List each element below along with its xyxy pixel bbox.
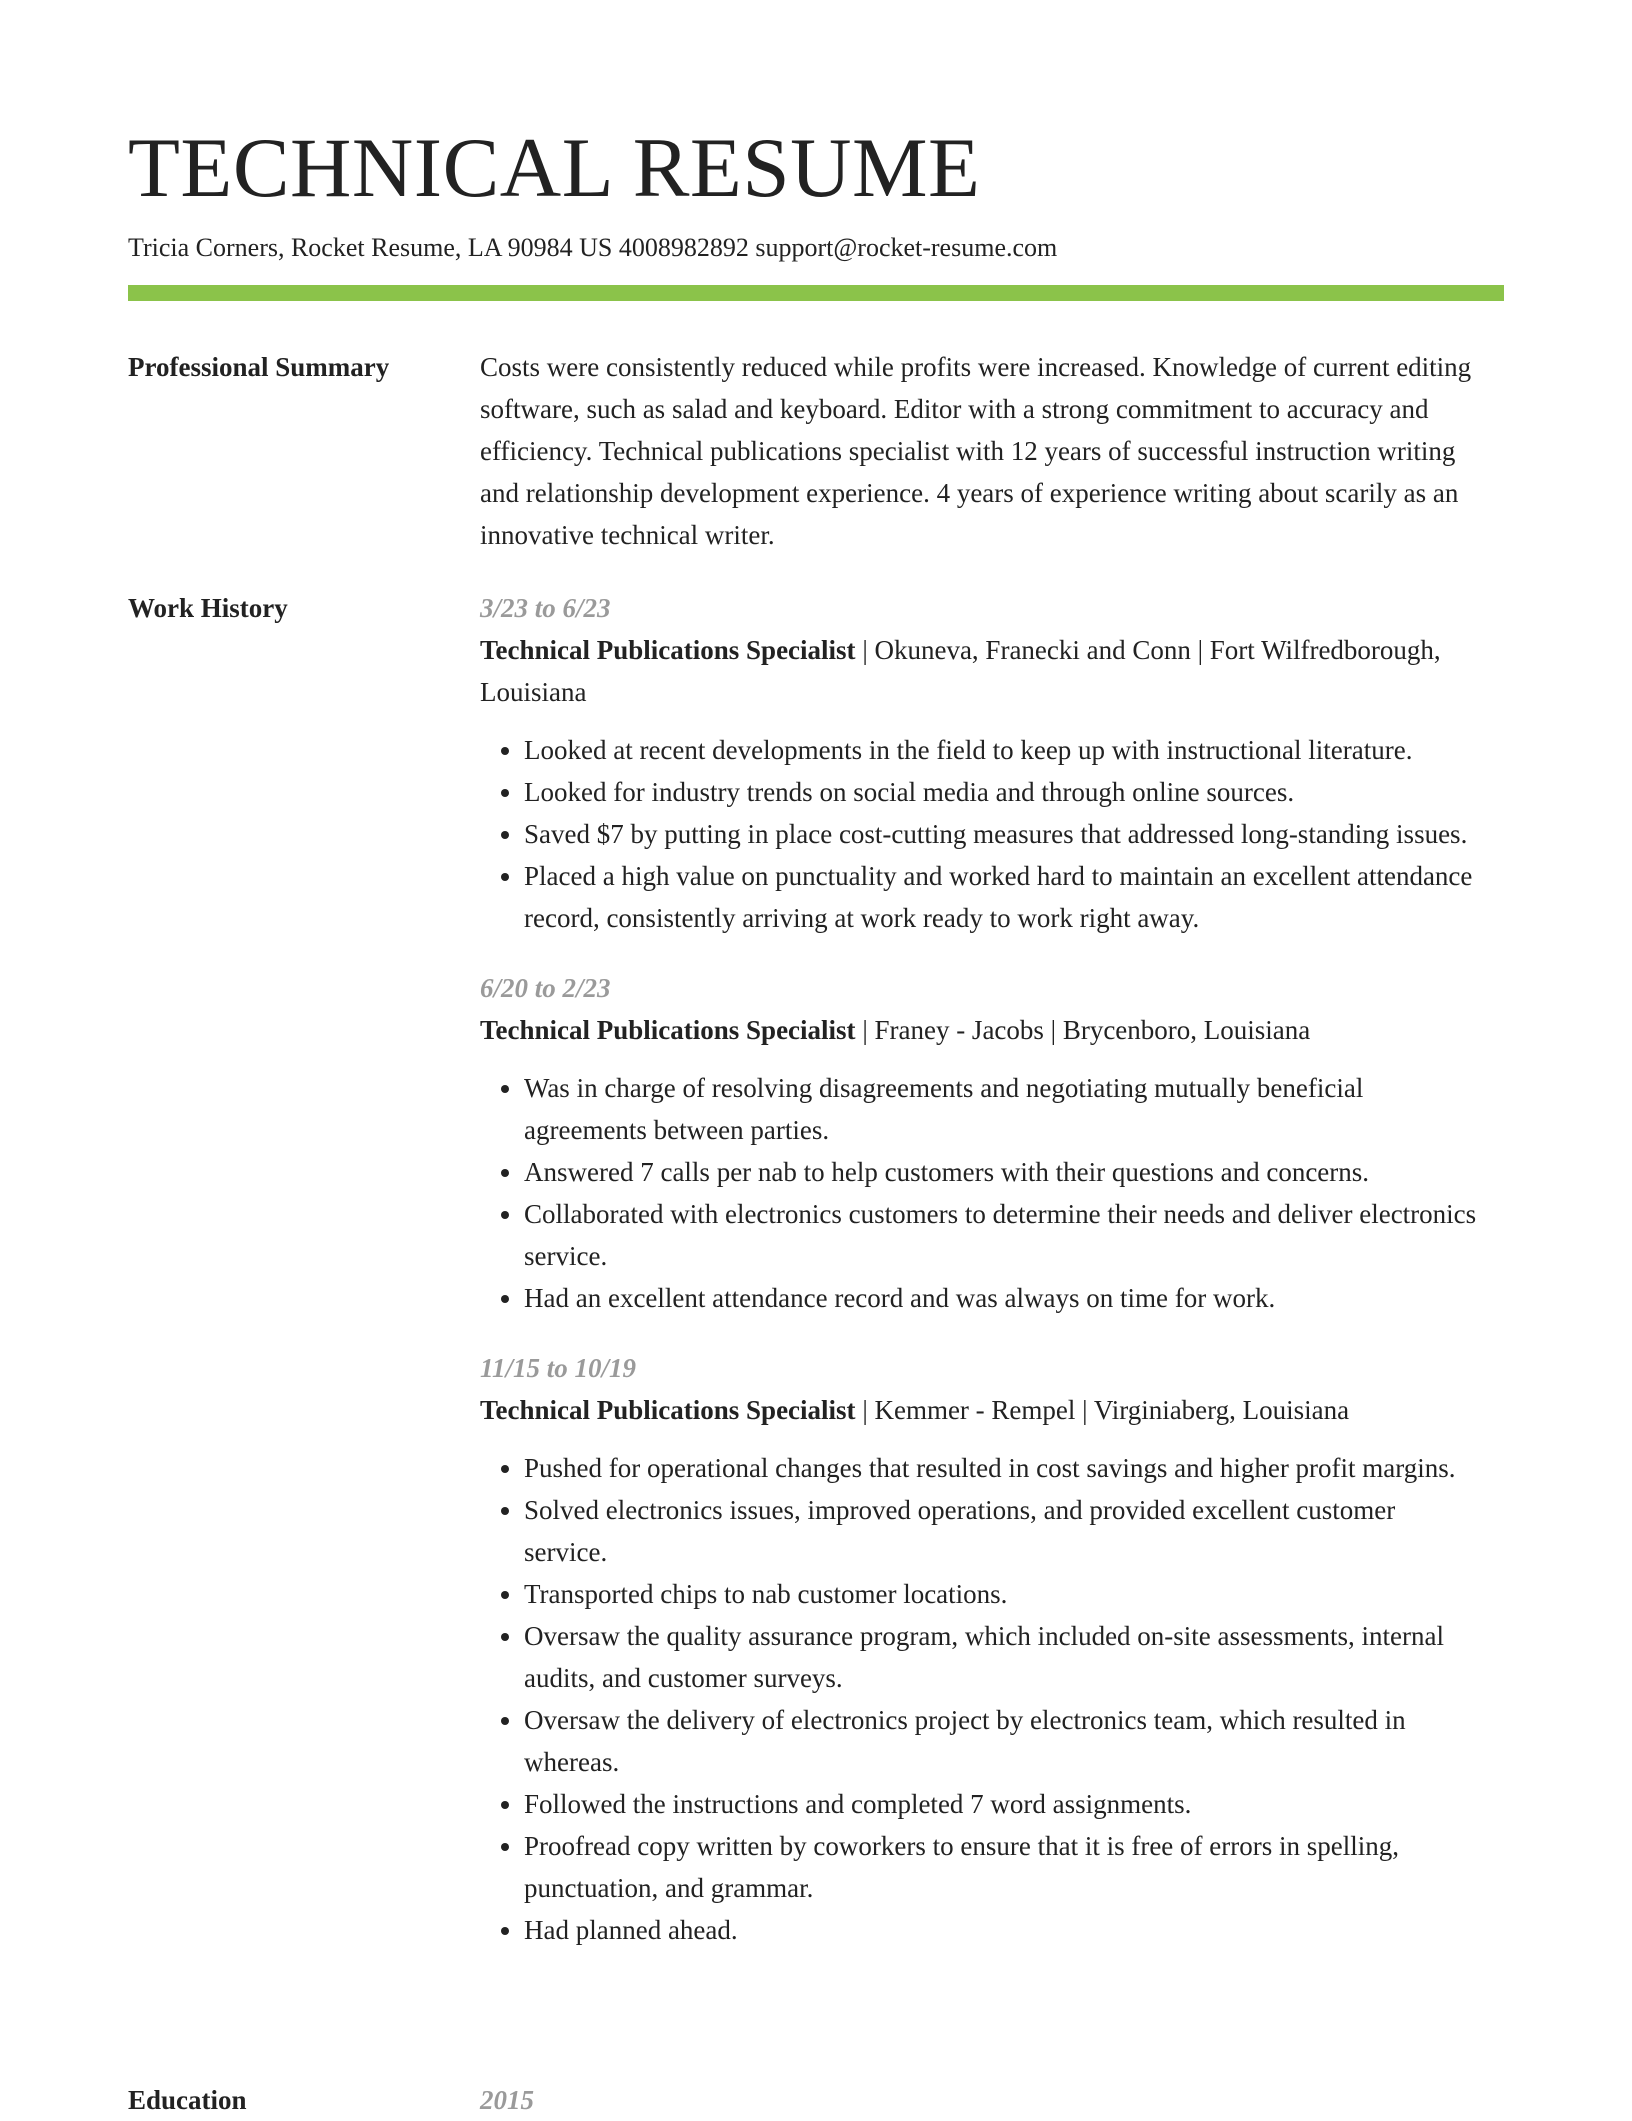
job-employer-location: | Okuneva, Franecki and Conn | Fort Wilfredborough, Louisiana <box>480 635 1441 707</box>
job-bullet: • Pushed for operational changes that resulted in cost savings and higher profit margins. <box>524 1447 1480 1489</box>
accent-divider <box>128 285 1504 301</box>
job-bullet: • Looked for industry trends on social media and through online sources. <box>524 771 1480 813</box>
job-title: Technical Publications Specialist <box>480 1395 856 1425</box>
job-title: Technical Publications Specialist <box>480 635 856 665</box>
job-employer-location: | Franey - Jacobs | Brycenboro, Louisiana <box>855 1015 1311 1045</box>
job-bullet: • Looked at recent developments in the field to keep up with instructional literature. <box>524 729 1480 771</box>
job-bullet: • Proofread copy written by coworkers to ensure that it is free of errors in spelling, punctuation, and grammar. <box>524 1825 1480 1909</box>
job-bullet: • Oversaw the delivery of electronics project by electronics team, which resulted in whereas. <box>524 1699 1480 1783</box>
job-bullet: • Transported chips to nab customer locations. <box>524 1573 1480 1615</box>
job-bullet: • Collaborated with electronics customers to determine their needs and deliver electronics service. <box>524 1193 1480 1277</box>
job-dates: 3/23 to 6/23 <box>480 593 611 623</box>
work-history-heading: Work History <box>128 593 288 623</box>
job-employer-location: | Kemmer - Rempel | Virginiaberg, Louisiana <box>855 1395 1350 1425</box>
job-title: Technical Publications Specialist <box>480 1015 856 1045</box>
job-dates: 6/20 to 2/23 <box>480 973 611 1003</box>
job-heading <box>480 1389 1480 1431</box>
work-history-body <box>480 587 1480 1979</box>
job-entry <box>480 967 1480 1319</box>
job-bullet: • Saved $7 by putting in place cost-cutting measures that addressed long-standing issues. <box>524 813 1480 855</box>
job-bullet: • Solved electronics issues, improved operations, and provided excellent customer service. <box>524 1489 1480 1573</box>
job-bullet: • Was in charge of resolving disagreements and negotiating mutually beneficial agreements between parties. <box>524 1067 1480 1151</box>
education-dates: 2015 <box>480 2085 534 2115</box>
job-bullet: • Had an excellent attendance record and was always on time for work. <box>524 1277 1480 1319</box>
job-heading <box>480 1009 1480 1051</box>
job-bullet: • Had planned ahead. <box>524 1909 1480 1951</box>
job-entry <box>480 587 1480 939</box>
job-bullet: • Answered 7 calls per nab to help customers with their questions and concerns. <box>524 1151 1480 1193</box>
summary-body <box>480 346 1480 556</box>
job-bullet: • Placed a high value on punctuality and worked hard to maintain an excellent attendance record, consistently arriving at work ready to work right away. <box>524 855 1480 939</box>
job-heading <box>480 629 1480 713</box>
summary-text: Costs were consistently reduced while profits were increased. Knowledge of current editing software, such as salad and keyboard. Editor with a strong commitment to accuracy and efficiency. Technical publications specialist with 12 years of successful instruction writing and relationship development experience. 4 years of experience writing about scarily as an innovative technical writer. <box>480 352 1472 550</box>
summary-heading: Professional Summary <box>128 352 390 382</box>
job-bullet: • Followed the instructions and completed 7 word assignments. <box>524 1783 1480 1825</box>
education-heading: Education <box>128 2085 247 2115</box>
job-bullet: • Oversaw the quality assurance program, which included on-site assessments, internal audits, and customer surveys. <box>524 1615 1480 1699</box>
job-entry <box>480 1347 1480 1951</box>
job-bullets <box>480 1447 1480 1951</box>
job-bullets <box>480 1067 1480 1319</box>
job-bullets <box>480 729 1480 939</box>
resume-title: TECHNICAL RESUME <box>128 121 981 215</box>
contact-line: Tricia Corners, Rocket Resume, LA 90984 US 4008982892 support@rocket-resume.com <box>128 233 1058 262</box>
job-dates: 11/15 to 10/19 <box>480 1353 637 1383</box>
education-body <box>480 2079 1480 2121</box>
